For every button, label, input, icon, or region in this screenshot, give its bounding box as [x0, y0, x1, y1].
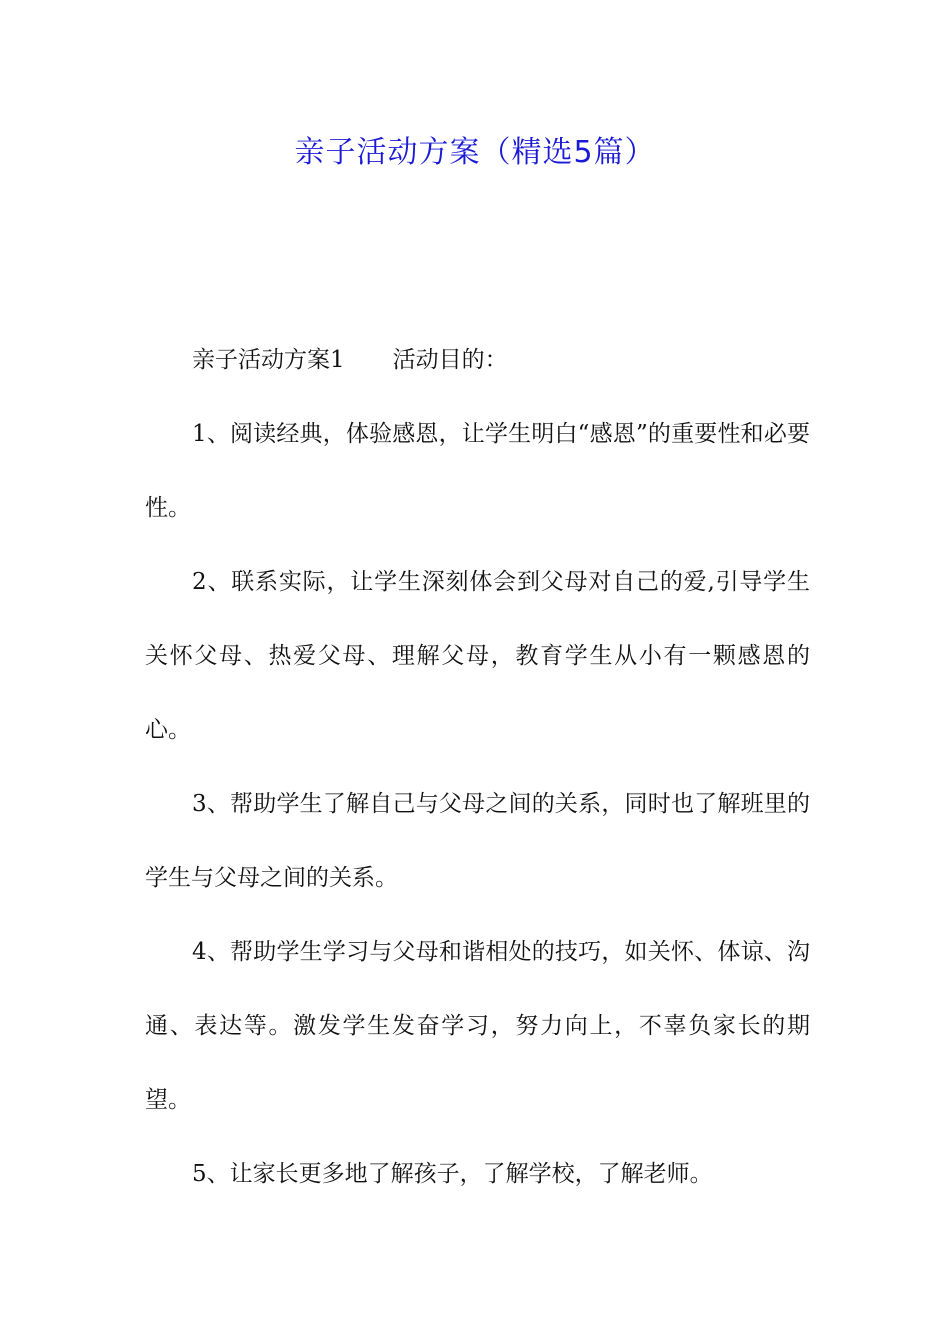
paragraph-1: 1、阅读经典，体验感恩，让学生明白“感恩”的重要性和必要性。	[145, 421, 810, 521]
document-title: 亲子活动方案（精选5篇）	[294, 135, 656, 170]
paragraph-2: 2、联系实际，让学生深刻体会到父母对自己的爱,引导学生关怀父母、热爱父母、理解父母，教育学生从小有一颗感恩的心。	[145, 569, 810, 743]
section-heading-line	[145, 323, 810, 397]
paragraph-3: 3、帮助学生了解自己与父母之间的关系，同时也了解班里的学生与父母之间的关系。	[145, 791, 810, 891]
document-body	[145, 323, 810, 1211]
paragraph-5: 5、让家长更多地了解孩子，了解学校，了解老师。	[192, 1161, 713, 1187]
section-subheading: 活动目的：	[392, 347, 508, 373]
paragraph-4: 4、帮助学生学习与父母和谐相处的技巧，如关怀、体谅、沟通、表达等。激发学生发奋学习，努力向上，不辜负家长的期望。	[145, 939, 810, 1113]
section-heading: 亲子活动方案1	[192, 347, 345, 373]
